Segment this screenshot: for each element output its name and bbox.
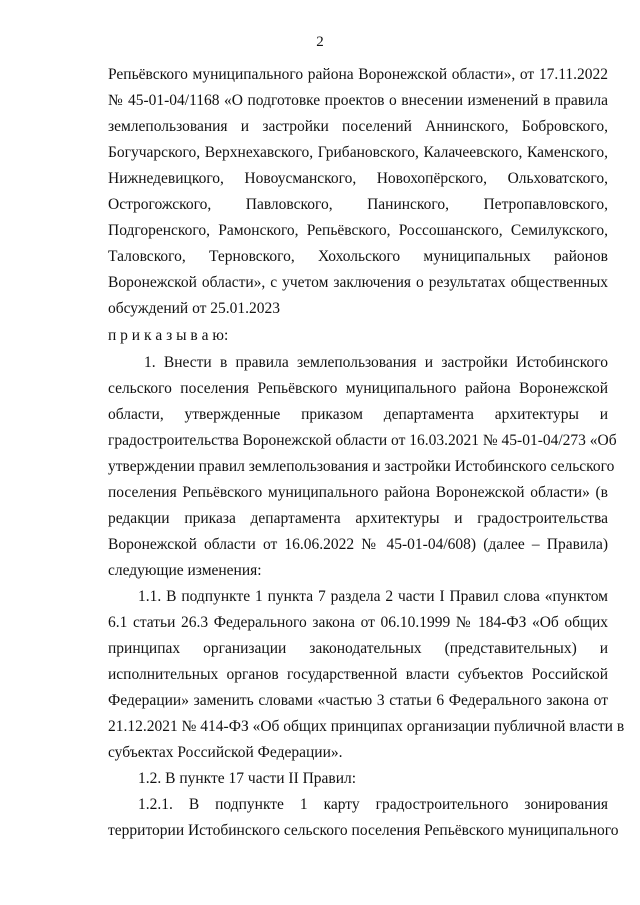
text-line: градостроительства Воронежской области от 16.03.2021 № 45-01-04/273 «Об [108,432,617,449]
text-line: поселения Репьёвского муниципального района Воронежской области» (в [108,484,608,501]
text-line: 21.12.2021 № 414-ФЗ «Об общих принципах организации публичной власти в [108,718,625,735]
text-line: обсуждений от 25.01.2023 [108,300,281,317]
text-line: утверждении правил землепользования и застройки Истобинского сельского [108,458,615,475]
text-line: Воронежской области», с учетом заключения о результатах общественных [108,274,608,291]
page-number: 2 [316,34,324,50]
text-line: принципах организации законодательных (представительных) и [108,640,608,657]
text-line: субъектах Российской Федерации». [108,744,343,761]
text-line: 1. Внести в правила землепользования и застройки Истобинского [144,354,608,371]
text-line: землепользования и застройки поселений Аннинского, Бобровского, [108,118,608,135]
text-line: территории Истобинского сельского поселения Репьёвского муниципального [108,822,619,839]
text-line: Федерации» заменить словами «частью 3 статьи 6 Федерального закона от [108,692,608,709]
text-line: Богучарского, Верхнехавского, Грибановского, Калачеевского, Каменского, [108,144,608,161]
text-line: Нижнедевицкого, Новоусманского, Новохопёрского, Ольховатского, [108,170,608,187]
text-line: Таловского, Терновского, Хохольского муниципальных районов [108,248,608,265]
text-line: 6.1 статьи 26.3 Федерального закона от 06.10.1999 № 184-ФЗ «Об общих [108,614,608,631]
text-line: Острогожского, Павловского, Панинского, Петропавловского, [108,196,608,213]
text-line: Репьёвского муниципального района Воронежской области», от 17.11.2022 [108,66,608,83]
text-line: области, утвержденные приказом департамента архитектуры и [108,406,608,423]
text-line: исполнительных органов государственной власти субъектов Российской [108,666,608,683]
text-line: редакции приказа департамента архитектуры и градостроительства [108,510,608,527]
text-line: следующие изменения: [108,562,262,579]
text-line: Воронежской области от 16.06.2022 № 45-01-04/608) (далее – Правила) [108,536,608,553]
text-line: 1.2.1. В подпункте 1 карту градостроительного зонирования [138,796,608,813]
text-line: сельского поселения Репьёвского муниципального района Воронежской [108,380,608,397]
order-word: п р и к а з ы в а ю: [108,327,229,344]
text-line: № 45-01-04/1168 «О подготовке проектов о внесении изменений в правила [108,92,608,109]
text-line: Подгоренского, Рамонского, Репьёвского, Россошанского, Семилукского, [108,222,608,239]
text-line: 1.1. В подпункте 1 пункта 7 раздела 2 части I Правил слова «пунктом [138,588,608,605]
text-line: 1.2. В пункте 17 части II Правил: [138,770,357,787]
